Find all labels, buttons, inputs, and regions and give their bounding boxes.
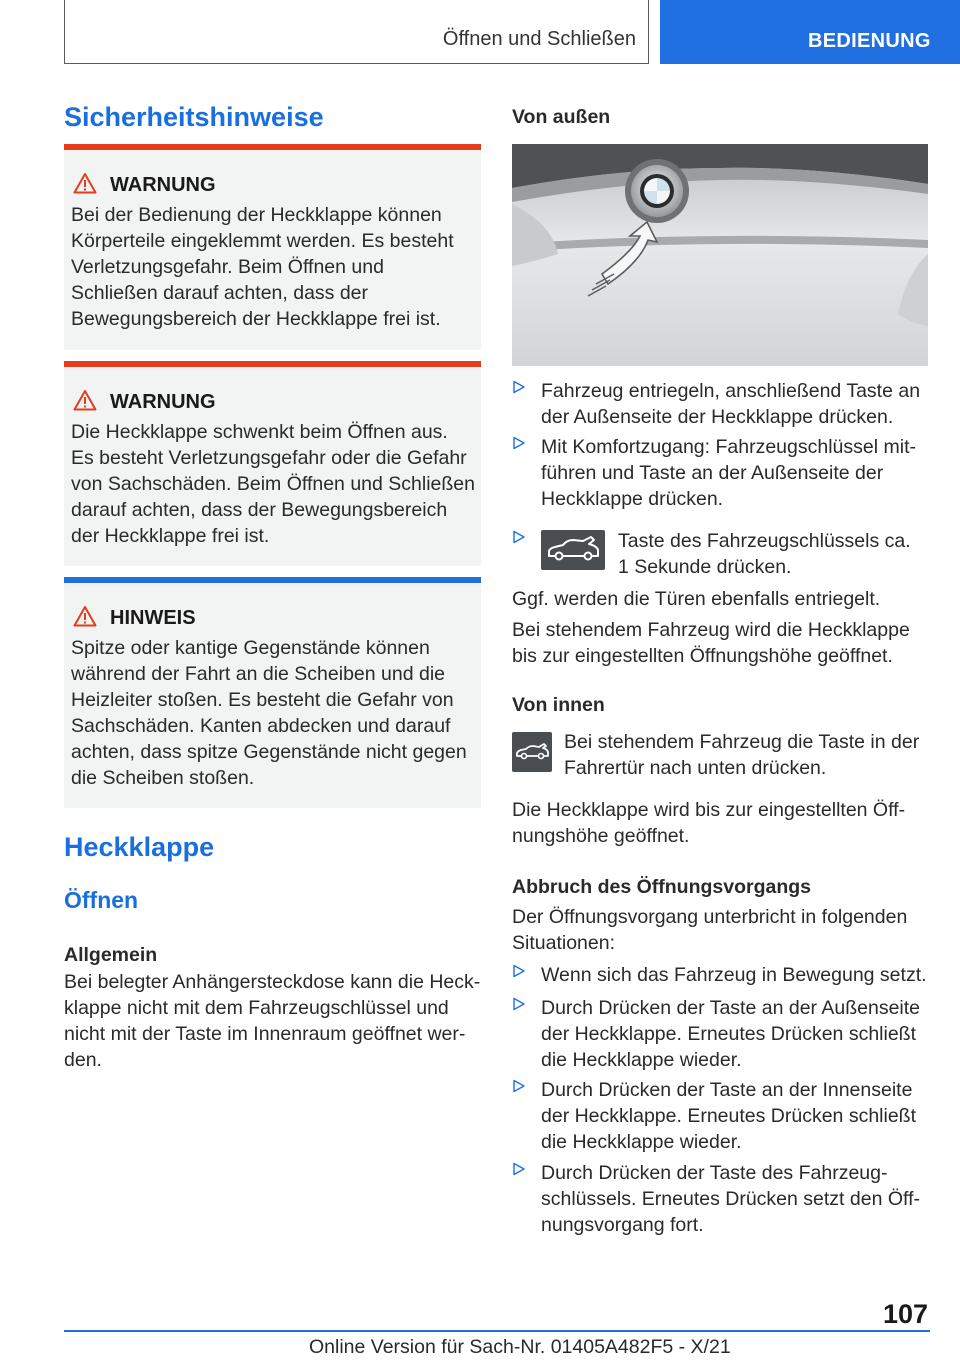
warning-triangle-icon [73,389,97,411]
list-item-text: Fahrzeug entriegeln, anschließend Taste an der Außenseite der Heckklappe drücken. [541,380,921,428]
list-item-text: Mit Komfortzugang: Fahrzeugschlüssel mitführen und Taste an der Außenseite der Heckklappe drücken. [541,436,916,510]
header-section-title: Öffnen und Schließen [442,28,636,50]
warning-text: Bei der Bedienung der Heckklappe können Körperteile eingeklemmt werden. Es besteht Verletzungsgefahr. Beim Öffnen und Schließen darauf achten, dass der Bewegungsbereich der Heckklappe frei ist. [71,204,454,330]
list-item-text: Taste des Fahrzeugschlüssels ca. 1 Sekunde drücken. [618,530,911,578]
notice-box [64,577,481,808]
outside-heading: Von außen [512,106,611,128]
inside-result: Die Heckklappe wird bis zur eingestellten Öffnungshöhe geöffnet. [512,799,906,847]
triangle-right-outline-icon [512,1079,526,1093]
inside-heading: Von innen [512,694,605,716]
tailgate-car-icon [541,530,605,570]
inside-text: Bei stehendem Fahrzeug die Taste in der Fahrertür nach unten drücken. [564,731,920,779]
general-text: Bei belegter Anhängersteckdose kann die Heckklappe nicht mit dem Fahrzeugschlüssel und nicht mit der Taste im Innenraum geöffnet werden. [64,971,481,1071]
header-section-box [64,0,649,64]
warning-label: WARNUNG [110,174,216,196]
warning-text: Die Heckklappe schwenkt beim Öffnen aus. Es besteht Verletzungsgefahr oder die Gefahr von Sachschäden. Beim Öffnen und Schließen darauf achten, dass der Bewegungsbereich der Heckklappe frei ist. [71,421,475,547]
abort-heading: Abbruch des Öffnungsvorgangs [512,876,812,898]
notice-label: HINWEIS [110,607,196,629]
tailgate-heading: Heckklappe [64,832,215,862]
triangle-right-outline-icon [512,436,526,450]
list-item-text: Durch Drücken der Taste an der Innenseite der Heckklappe. Erneutes Drücken schließt die Heckklappe wieder. [541,1079,917,1153]
notice-text: Spitze oder kantige Gegenstände können während der Fahrt an die Scheiben und die Heizleiter stoßen. Es besteht die Gefahr von Sachschäden. Kanten abdecken und darauf achten, dass spitze Gegenstände nicht gegen die Scheiben stoßen. [71,637,467,789]
triangle-right-outline-icon [512,380,526,394]
triangle-right-outline-icon [512,997,526,1011]
list-item-text: Durch Drücken der Taste an der Außenseite der Heckklappe. Erneutes Drücken schließt die Heckklappe wieder. [541,997,921,1071]
header-chapter-tab[interactable] [660,0,960,64]
triangle-right-outline-icon [512,964,526,978]
warning-box-2 [64,361,481,566]
tailgate-car-icon [512,732,552,772]
tailgate-button-photo [512,144,928,366]
safety-heading: Sicherheitshinweise [64,102,324,132]
warning-box-1 [64,144,481,350]
triangle-right-outline-icon [512,1162,526,1176]
chapter-tab-label: BEDIENUNG [808,30,931,52]
warning-triangle-icon [73,172,97,194]
list-item-text: Wenn sich das Fahrzeug in Bewegung setzt. [541,964,927,986]
doors-note: Ggf. werden die Türen ebenfalls entriegelt. [512,588,881,610]
footer-divider [64,1330,930,1332]
list-item-text: Durch Drücken der Taste des Fahrzeugschlüssels. Erneutes Drücken setzt den Öffnungsvorgang fort. [541,1162,920,1236]
warning-label: WARNUNG [110,391,216,413]
warning-triangle-icon [73,605,97,627]
standing-note: Bei stehendem Fahrzeug wird die Heckklappe bis zur eingestellten Öffnungshöhe geöffnet. [512,619,910,667]
page-number: 107 [882,1299,928,1329]
triangle-right-outline-icon [512,530,526,544]
open-subheading: Öffnen [64,887,139,913]
online-version-note: Online Version für Sach-Nr. 01405A482F5 - X/21 [309,1336,731,1358]
general-heading: Allgemein [64,944,158,966]
abort-intro: Der Öffnungsvorgang unterbricht in folgenden Situationen: [512,906,908,954]
